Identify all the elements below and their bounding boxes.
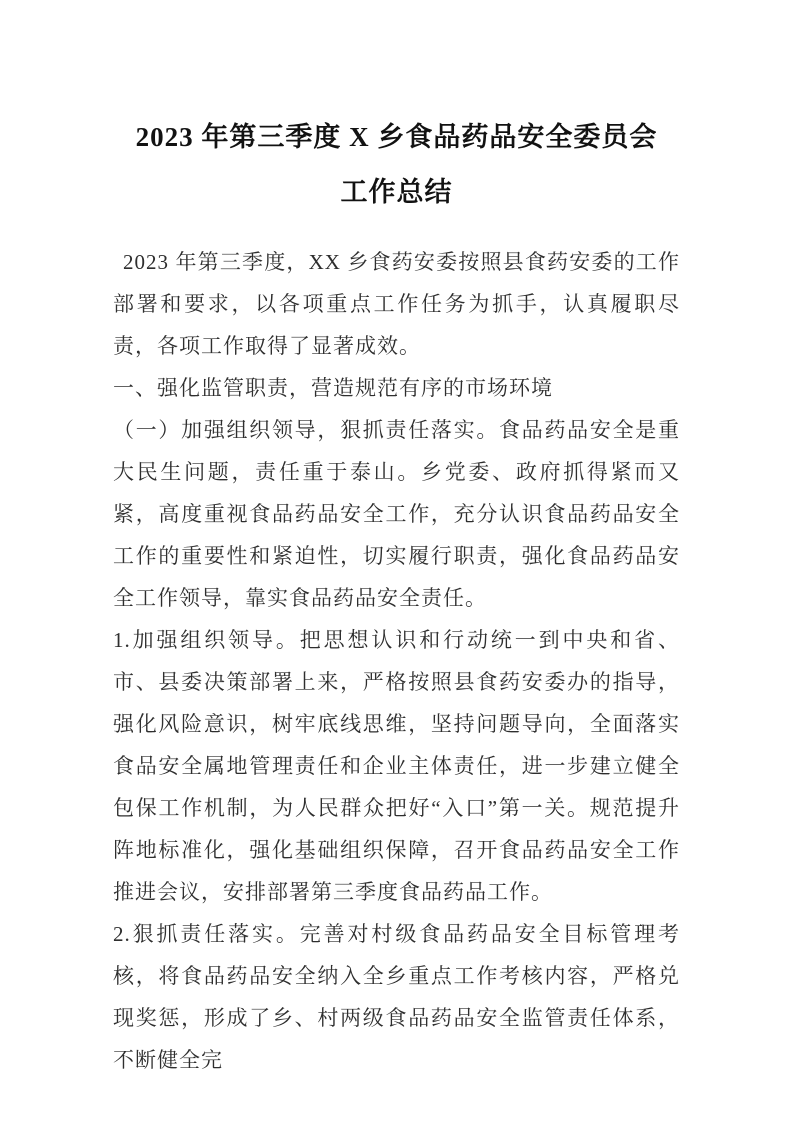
document-title-line-1: 2023 年第三季度 X 乡食品药品安全委员会 bbox=[135, 122, 658, 152]
document-body bbox=[113, 241, 680, 1081]
paragraph-point-1: 1.加强组织领导。把思想认识和行动统一到中央和省、市、县委决策部署上来，严格按照县食药安委办的指导，强化风险意识，树牢底线思维，坚持问题导向，全面落实食品安全属地管理责任和企业主体责任，进一步建立健全包保工作机制，为人民群众把好“入口”第一关。规范提升阵地标准化，强化基础组织保障，召开食品药品安全工作推进会议，安排部署第三季度食品药品工作。 bbox=[113, 628, 680, 904]
paragraph-intro: 2023 年第三季度，XX 乡食药安委按照县食药安委的工作部署和要求，以各项重点工作任务为抓手，认真履职尽责，各项工作取得了显著成效。 bbox=[113, 250, 680, 358]
heading-section-one: 一、强化监管职责，营造规范有序的市场环境 bbox=[113, 376, 553, 400]
paragraph-point-2: 2.狠抓责任落实。完善对村级食品药品安全目标管理考核，将食品药品安全纳入全乡重点工作考核内容，严格兑现奖惩，形成了乡、村两级食品药品安全监管责任体系，不断健全完 bbox=[113, 922, 680, 1072]
paragraph-subsection-one: （一）加强组织领导，狠抓责任落实。食品药品安全是重大民生问题，责任重于泰山。乡党委、政府抓得紧而又紧，高度重视食品药品安全工作，充分认识食品药品安全工作的重要性和紧迫性，切实履行职责，强化食品药品安全工作领导，靠实食品药品安全责任。 bbox=[113, 418, 680, 610]
document-title bbox=[113, 110, 680, 220]
document-title-line-2: 工作总结 bbox=[340, 177, 453, 207]
